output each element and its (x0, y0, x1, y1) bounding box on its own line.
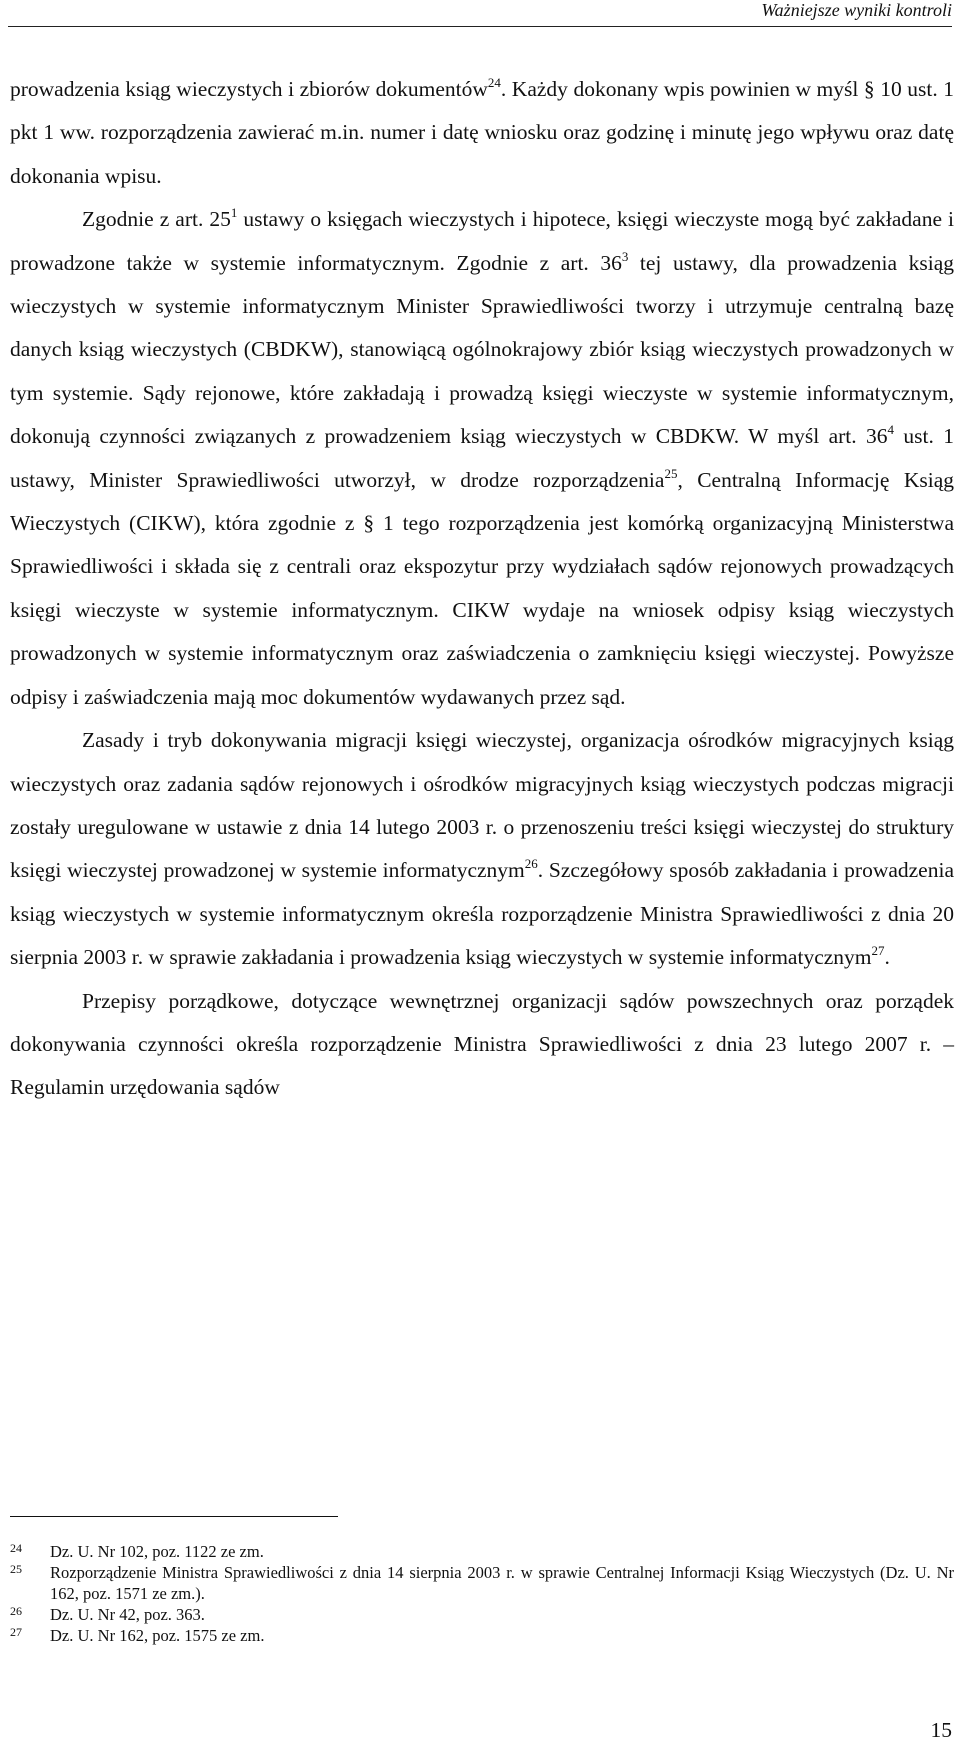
paragraph-3: Zasady i tryb dokonywania migracji księgi wieczystej, organizacja ośrodków migracyjnych ksiąg wieczystych oraz zadania sądów rejonowych i ośrodków migracyjnych ksiąg wieczystych podczas migracji zostały uregulowane w ustawie z dnia 14 lutego 2003 r. o przenoszeniu treści księgi wieczystej do struktury księgi wieczystej prowadzonej w systemie informatycznym$^{26}$. Szczegółowy sposób zakładania i prowadzenia ksiąg wieczystych w systemie informatycznym określa rozporządzenie Ministra Sprawiedliwości z dnia 20 sierpnia 2003 r. w sprawie zakładania i prowadzenia ksiąg wieczystych w systemie informatycznym$^{27}$. (10, 728, 954, 970)
header-rule (8, 26, 952, 27)
footnote-text: Dz. U. Nr 102, poz. 1122 ze zm. (50, 1542, 264, 1561)
footnote (10, 1604, 954, 1625)
page-number: 15 (930, 1718, 952, 1742)
footnote-separator (10, 1516, 338, 1517)
footnote-ref-24: 24 (487, 75, 501, 90)
footnote-text: Dz. U. Nr 42, poz. 363. (50, 1605, 205, 1624)
footnote (10, 1625, 954, 1646)
paragraph-1: prowadzenia ksiąg wieczystych i zbiorów dokumentów$^{24}$. Każdy dokonany wpis powinien w myśl § 10 ust. 1 pkt 1 ww. rozporządzenia zawierać m.in. numer i datę wniosku oraz godzinę i minutę jego wpływu oraz datę dokonania wpisu. (10, 75, 954, 188)
paragraph-2: Zgodnie z art. $25^1$ ustawy o księgach wieczystych i hipotece, księgi wieczyste mogą być zakładane i prowadzone także w systemie informatycznym. Zgodnie z art. $36^3$ tej ustawy, dla prowadzenia ksiąg wieczystych w systemie informatycznym Minister Sprawiedliwości tworzy i utrzymuje centralną bazę danych ksiąg wieczystych (CBDKW), stanowiącą ogólnokrajowy zbiór ksiąg wieczystych prowadzonych w tym systemie. Sądy rejonowe, które zakładają i prowadzą księgi wieczyste w systemie informatycznym, dokonują czynności związanych z prowadzeniem ksiąg wieczystych w CBDKW. W myśl art. $36^4$ ust. 1 ustawy, Minister Sprawiedliwości utworzył, w drodze rozporządzenia$^{25}$, Centralną Informację Ksiąg Wieczystych (CIKW), która zgodnie z § 1 tego rozporządzenia jest komórką organizacyjną Ministerstwa Sprawiedliwości i składa się z centrali oraz ekspozytur przy wydziałach sądów rejonowych prowadzących księgi wieczyste w systemie informatycznym. CIKW wydaje na wniosek odpisy ksiąg wieczystych prowadzonych w systemie informatycznym oraz zaświadczenia o zamknięciu księgi wieczystej. Powyższe odpisy i zaświadczenia mają moc dokumentów wydawanych przez sąd. (10, 205, 954, 709)
footnote (10, 1541, 954, 1562)
footnote-text: Dz. U. Nr 162, poz. 1575 ze zm. (50, 1626, 265, 1645)
footnote-number: 24 (10, 1541, 22, 1555)
footnotes (10, 1541, 954, 1646)
footnote-ref-27: 27 (871, 943, 885, 959)
footnote-number: 25 (10, 1562, 22, 1576)
footnote-text: Rozporządzenie Ministra Sprawiedliwości z dnia 14 sierpnia 2003 r. w sprawie Centralnej Informacji Ksiąg Wieczystych (Dz. U. Nr 162, poz. 1571 ze zm.). (50, 1563, 954, 1603)
footnote-number: 26 (10, 1604, 22, 1618)
footnote-ref-26: 26 (524, 856, 538, 872)
footnote (10, 1562, 954, 1604)
body-text (10, 68, 954, 1110)
footnote-number: 27 (10, 1625, 22, 1639)
paragraph-4: Przepisy porządkowe, dotyczące wewnętrznej organizacji sądów powszechnych oraz porządek dokonywania czynności określa rozporządzenie Ministra Sprawiedliwości z dnia 23 lutego 2007 r. – Regulamin urzędowania sądów (10, 988, 954, 1100)
running-header: Ważniejsze wyniki kontroli (761, 0, 952, 20)
footnote-ref-25: 25 (664, 465, 678, 481)
